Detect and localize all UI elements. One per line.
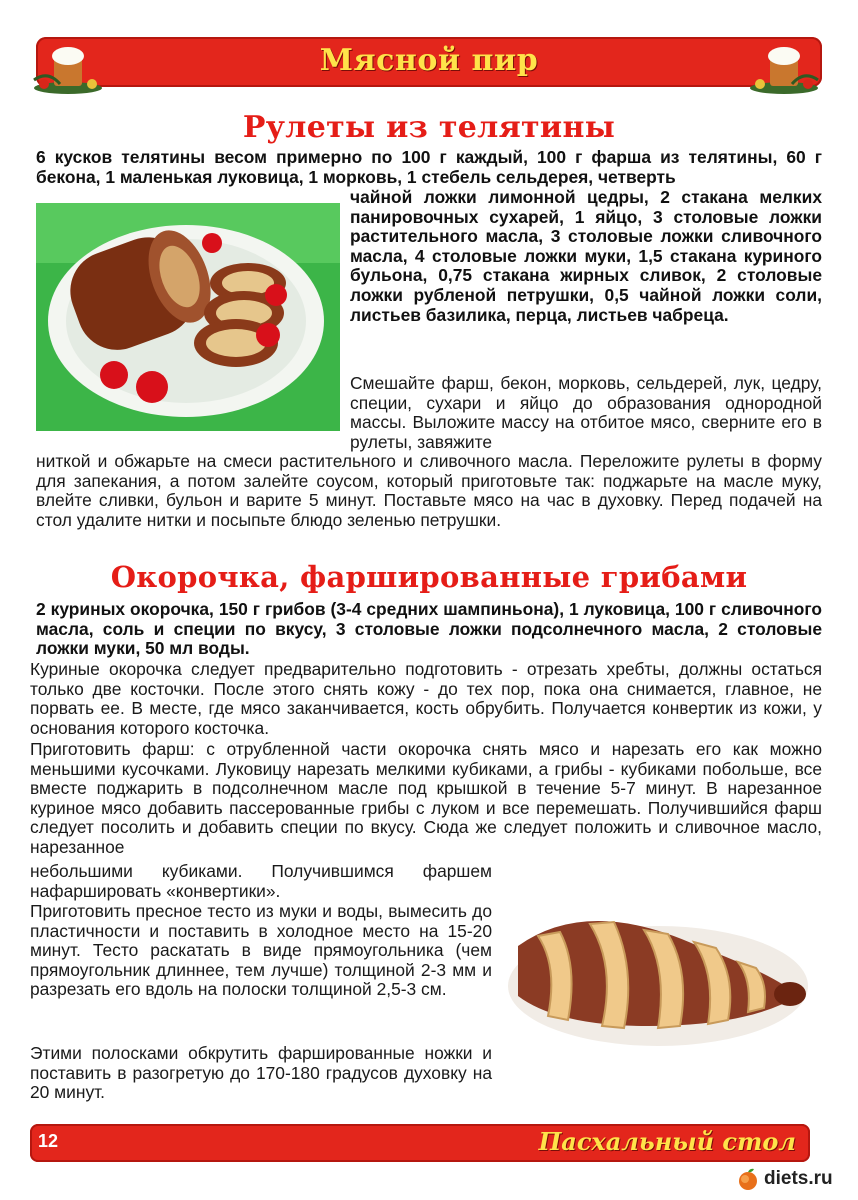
stuffed-leg-photo — [498, 876, 816, 1064]
apple-icon — [736, 1167, 760, 1191]
page-number: 12 — [38, 1131, 59, 1151]
page-footer — [30, 1124, 810, 1162]
method-text: Приготовить фарш: с отрубленной части окорочка снять мясо и нарезать его как можно меньшими кусочками. Луковицу нарезать мелкими кубиками, а грибы - кубиками побольше, все вместе поджарить в подсолнечном масле под крышкой в течение 5-7 минут. В нарезанное куриное мясо добавить пассерованные грибы с луком и все перемешать. Получившийся фарш следует посолить и добавить специи по вкусу. Сюда же следует положить и сливочное масло, нарезанное — [30, 739, 822, 857]
method-text: Смешайте фарш, бекон, морковь, сельдерей, лук, цедру, специи, сухари и яйцо до образования однородной массы. Выложите массу на отбитое мясо, сверните его в рулеты, завяжите — [350, 373, 822, 452]
method-text: Этими полосками обкрутить фаршированные ножки и поставить в разогретую до 170-180 градусов духовку на 20 минут. — [30, 1043, 492, 1103]
watermark-text: diets.ru — [764, 1168, 833, 1189]
recipe-title: Окорочка, фаршированные грибами — [110, 560, 748, 594]
veal-rolls-photo — [36, 203, 340, 431]
method-text: ниткой и обжарьте на смеси растительного и сливочного масла. Переложите рулеты в форму для запекания, а потом залейте соусом, который приготовьте так: поджарьте на масле муку, влейте сливки, бульон и варите 5 минут. Поставьте мясо на час в духовку. Перед подачей на стол удалите нитки и посыпьте блюдо зеленью петрушки. — [36, 451, 822, 530]
method-text: Куриные окорочка следует предварительно подготовить - отрезать хребты, должны остаться только две косточки. После этого снять кожу - до тех пор, пока она снимается, главное, не порвать ее. В месте, где мясо заканчивается, кость обрубить. Получается конвертик из кожи, у основания которого косточка. — [30, 659, 822, 738]
ingredients-text: чайной ложки лимонной цедры, 2 стакана мелких панировочных сухарей, 1 яйцо, 3 столовые ложки растительного масла, 3 столовые ложки сливочного масла, 4 столовые ложки муки, 1,5 стакана куриного бульона, 0,75 стакана жирных сливок, 2 столовые ложки рубленой петрушки, 0,5 чайной ложки соли, листьев базилика, перца, листьев чабреца. — [350, 187, 822, 325]
ingredients-text: 2 куриных окорочка, 150 г грибов (3-4 средних шампиньона), 1 луковица, 100 г сливочного масла, соль и специи по вкусу, 3 столовые ложки подсолнечного масла, 2 столовые ложки муки, 50 мл воды. — [36, 599, 822, 659]
section-banner — [36, 37, 822, 87]
ingredients-text: 6 кусков телятины весом примерно по 100 г каждый, 100 г фарша из телятины, 60 г бекона, 1 маленькая луковица, 1 морковь, 1 стебель сельдерея, четверть — [36, 147, 822, 187]
section-title: Мясной пир — [319, 43, 539, 78]
easter-cake-icon — [30, 40, 106, 96]
method-text: небольшими кубиками. Получившимся фаршем нафаршировать «конвертики». — [30, 861, 492, 901]
easter-cake-icon — [746, 40, 822, 96]
magazine-title: Пасхальный стол — [538, 1127, 796, 1156]
method-text: Приготовить пресное тесто из муки и воды, вымесить до пластичности и поставить в холодное место на 15-20 минут. Тесто раскатать в виде прямоугольника (чем прямоугольник длиннее, тем лучше) толщиной 2-3 мм и разрезать его вдоль на полоски толщиной 2,5-3 см. — [30, 901, 492, 1000]
recipe-title: Рулеты из телятины — [242, 110, 616, 145]
